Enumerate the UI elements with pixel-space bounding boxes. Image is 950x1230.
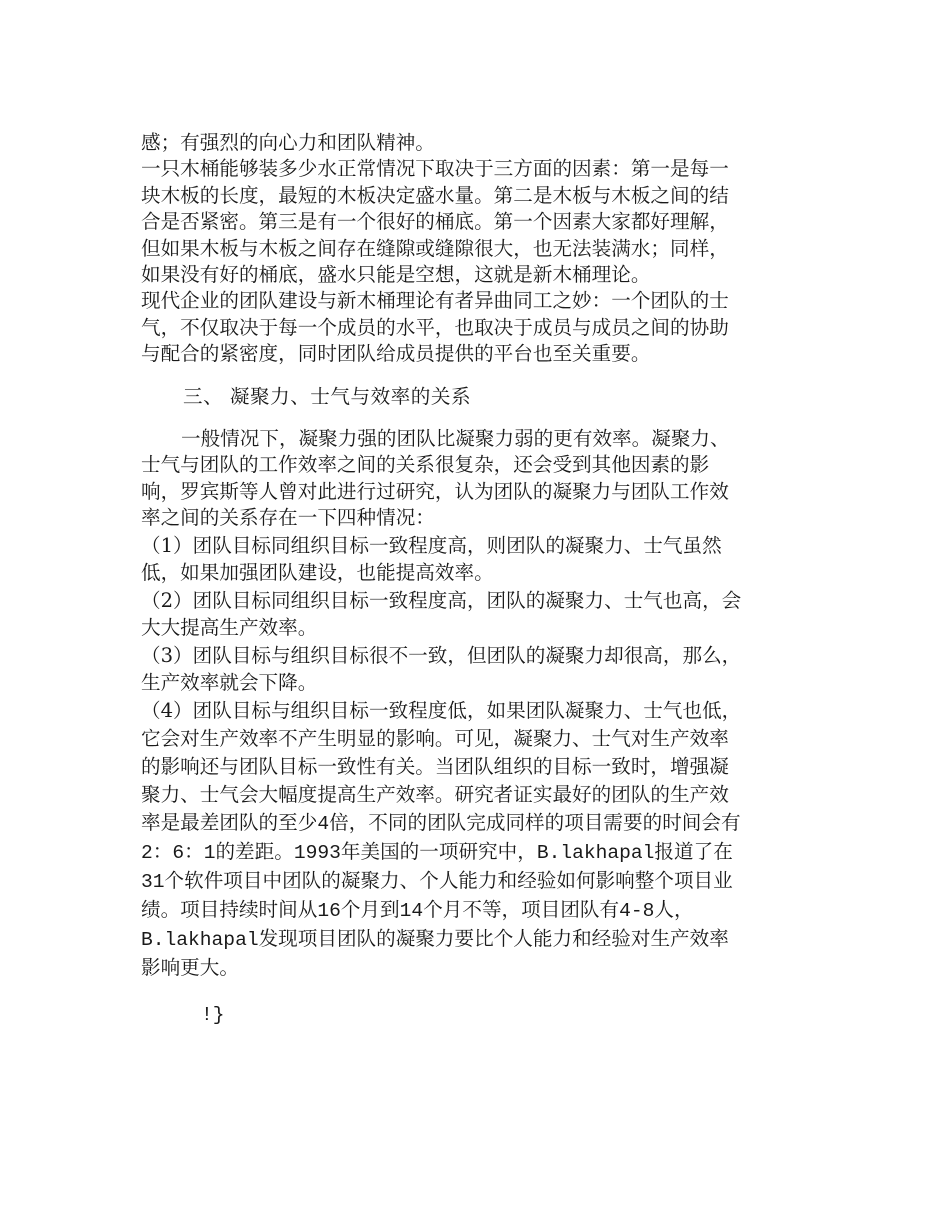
item4-text-e: 报道了在 xyxy=(654,839,733,863)
item4-text-h: 个月不等，项目团队有 xyxy=(423,897,620,921)
item4-ratio: 2：6：1 xyxy=(141,841,216,864)
item4-name-2: B.lakhapal xyxy=(141,928,259,951)
item4-year: 1993 xyxy=(293,841,341,864)
item4-number-31: 31 xyxy=(141,870,165,893)
paragraph-modern-enterprise: 现代企业的团队建设与新木桶理论有者异曲同工之妙：一个团队的士气，不仅取决于每一个成员的水平，也取决于成员与成员之间的协助与配合的紧密度，同时团队给成员提供的平台也至关重要。 xyxy=(141,289,729,366)
item4-text-g: 个月到 xyxy=(340,897,400,921)
item4-text-b: 倍，不同的团队完成同样的项目需要的时间会有 xyxy=(329,810,741,834)
paragraph-intro: 一般情况下，凝聚力强的团队比凝聚力弱的更有效率。凝聚力、士气与团队的工作效率之间的关系很复杂，还会受到其他因素的影响，罗宾斯等人曾对此进行过研究，认为团队的凝聚力与团队工作效率之间的关系存在一下四种情况： xyxy=(141,427,730,530)
item4-text-d: 年美国的一项研究中， xyxy=(340,839,537,863)
list-item-3: （3）团队目标与组织目标很不一致，但团队的凝聚力却很高，那么，生产效率就会下降。 xyxy=(141,643,742,695)
item4-text-f: 个软件项目中团队的凝聚力、个人能力和经验如何影响整个项目业绩。项目持续时间从 xyxy=(141,868,733,921)
item4-range: 4-8 xyxy=(619,899,655,922)
paragraph-continuation: 感；有强烈的向心力和团队精神。 xyxy=(141,131,435,154)
item4-number-4: 4 xyxy=(317,812,330,835)
section-heading: 三、 凝聚力、士气与效率的关系 xyxy=(183,384,472,408)
end-mark: !} xyxy=(201,1003,225,1026)
item4-text-c: 的差距。 xyxy=(215,839,294,863)
list-item-4 xyxy=(141,697,743,982)
paragraph-bucket-theory: 一只木桶能够装多少水正常情况下取决于三方面的因素：第一是每一块木板的长度，最短的木板决定盛水量。第二是木板与木板之间的结合是否紧密。第三是有一个很好的桶底。第一个因素大家都好理解，但如果木板与木板之间存在缝隙或缝隙很大，也无法装满水；同样，如果没有好的桶底，盛水只能是空想，这就是新木桶理论。 xyxy=(141,157,729,287)
item4-text-a: （4）团队目标与组织目标一致程度低，如果团队凝聚力、士气也低，它会对生产效率不产生明显的影响。可见，凝聚力、士气对生产效率的影响还与团队目标一致性有关。当团队组织的目标一致时，增强凝聚力、士气会大幅度提高生产效率。研究者证实最好的团队的生产效率是最差团队的至少 xyxy=(141,698,742,834)
list-item-2: （2）团队目标同组织目标一致程度高，团队的凝聚力、士气也高，会大大提高生产效率。 xyxy=(141,588,742,640)
list-item-1: （1）团队目标同组织目标一致程度高，则团队的凝聚力、士气虽然低，如果加强团队建设，也能提高效率。 xyxy=(141,533,722,585)
item4-text-j: 发现项目团队的凝聚力要比个人能力和经验对生产效率影响更大。 xyxy=(141,926,729,979)
item4-name-1: B.lakhapal xyxy=(536,841,655,864)
item4-number-14: 14 xyxy=(399,899,424,922)
item4-text-i: 人， xyxy=(654,897,694,921)
document-body xyxy=(141,130,743,1028)
item4-number-16: 16 xyxy=(317,899,341,922)
